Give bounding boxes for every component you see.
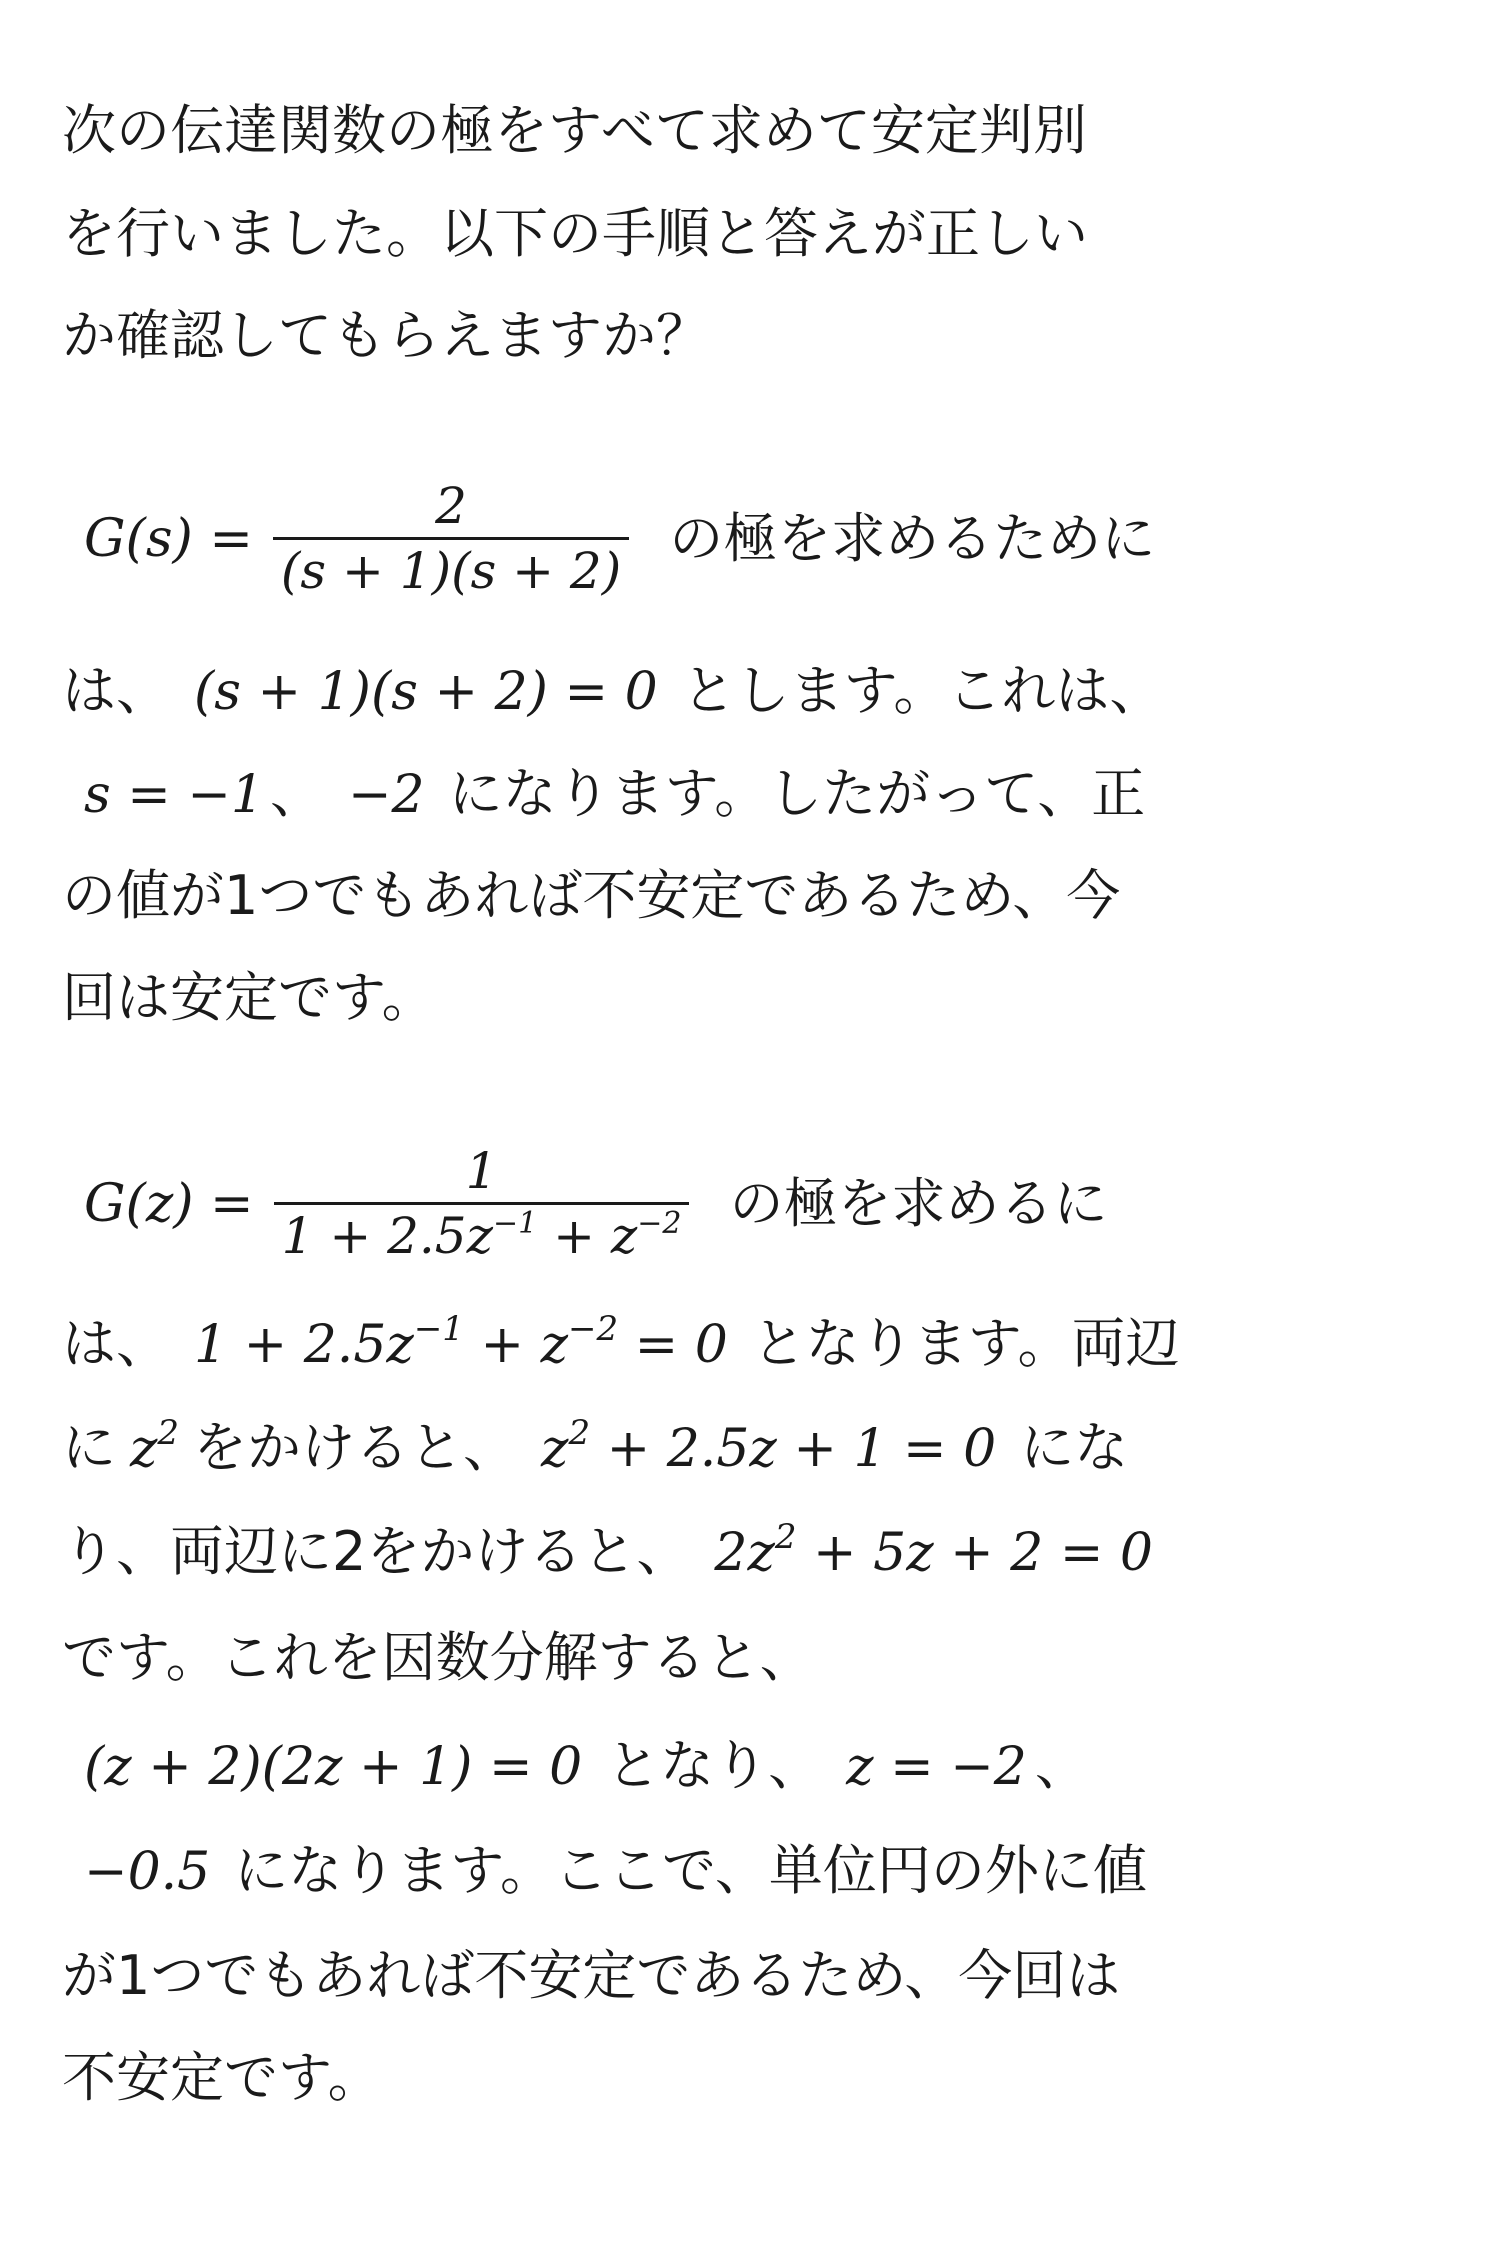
math: $1 + 2.5z^{-1} + z^{-2} = 0$ xyxy=(194,1309,728,1375)
p3-line3 xyxy=(62,1412,1128,1485)
p3-line1 xyxy=(62,1140,1107,1267)
math: (s + 1)(s + 2) = 0 xyxy=(194,662,658,722)
math: −2 xyxy=(347,765,425,825)
p2-line2 xyxy=(62,655,1163,728)
p3-line2 xyxy=(62,1308,1180,1381)
text: となり、 xyxy=(606,1734,823,1797)
p3-line4 xyxy=(62,1516,1177,1589)
fraction-numerator: 2 xyxy=(435,477,467,535)
text: です。これを因数分解すると、 xyxy=(62,1626,814,1689)
p1-line3 xyxy=(62,300,710,372)
math: z = −2 xyxy=(846,1737,1027,1797)
math: $z^2$ xyxy=(130,1413,180,1479)
text: に xyxy=(62,1416,116,1479)
text: が1つでもあれば不安定であるため、今回は xyxy=(62,1944,1121,2007)
p3-line9 xyxy=(62,2042,382,2114)
p1-line2 xyxy=(62,198,1088,270)
math: (z + 2)(2z + 1) = 0 xyxy=(84,1737,583,1797)
p2-line3 xyxy=(62,758,1145,831)
fraction-numerator: 1 xyxy=(465,1142,498,1200)
text: になります。ここで、単位円の外に値 xyxy=(234,1839,1147,1902)
math: −0.5 xyxy=(84,1842,211,1902)
math-lhs: G(z) = xyxy=(84,1173,254,1234)
p2-line4 xyxy=(62,860,1120,932)
math: $z^2 + 2.5z + 1 = 0$ xyxy=(541,1413,997,1479)
text: を行いました。以下の手順と答えが正しい xyxy=(62,202,1088,265)
text: 不安定です。 xyxy=(62,2046,382,2109)
fraction-denominator: (s + 1)(s + 2) xyxy=(280,542,622,600)
text: になります。したがって、正 xyxy=(448,762,1146,825)
text: とします。これは、 xyxy=(681,659,1164,722)
text: にな xyxy=(1020,1416,1129,1479)
text: をかけると、 xyxy=(193,1416,518,1479)
p3-line7 xyxy=(62,1835,1147,1908)
fraction-gs xyxy=(269,475,633,602)
text: り、両辺に2をかけると、 xyxy=(62,1520,691,1583)
p3-line8 xyxy=(62,1940,1120,2012)
p3-line5 xyxy=(62,1622,814,1694)
text: 、 xyxy=(1034,1734,1089,1797)
math-lhs: G(s) = xyxy=(84,508,253,569)
math: $2z^2 + 5z + 2 = 0$ xyxy=(714,1517,1154,1583)
p2-line1 xyxy=(62,475,1155,602)
text: の極を求めるに xyxy=(729,1171,1108,1235)
math: s = −1 xyxy=(84,765,264,825)
fraction-gz xyxy=(270,1140,694,1267)
text: 、 xyxy=(269,762,324,825)
p2-line5 xyxy=(62,962,436,1034)
fraction-denominator: $1 + 2.5z^{-1} + z^{-2}$ xyxy=(281,1206,682,1265)
text: の極を求めるために xyxy=(669,506,1156,570)
text: は、 xyxy=(62,1312,170,1375)
p3-line6 xyxy=(62,1730,1089,1803)
text: となります。両辺 xyxy=(751,1312,1180,1375)
text: 次の伝達関数の極をすべて求めて安定判別 xyxy=(62,99,1087,162)
p1-line1 xyxy=(62,95,1087,167)
text: の値が1つでもあれば不安定であるため、今 xyxy=(62,864,1121,927)
text: か確認してもらえますか？ xyxy=(62,304,710,367)
text: 回は安定です。 xyxy=(62,966,436,1029)
text: は、 xyxy=(62,659,170,722)
